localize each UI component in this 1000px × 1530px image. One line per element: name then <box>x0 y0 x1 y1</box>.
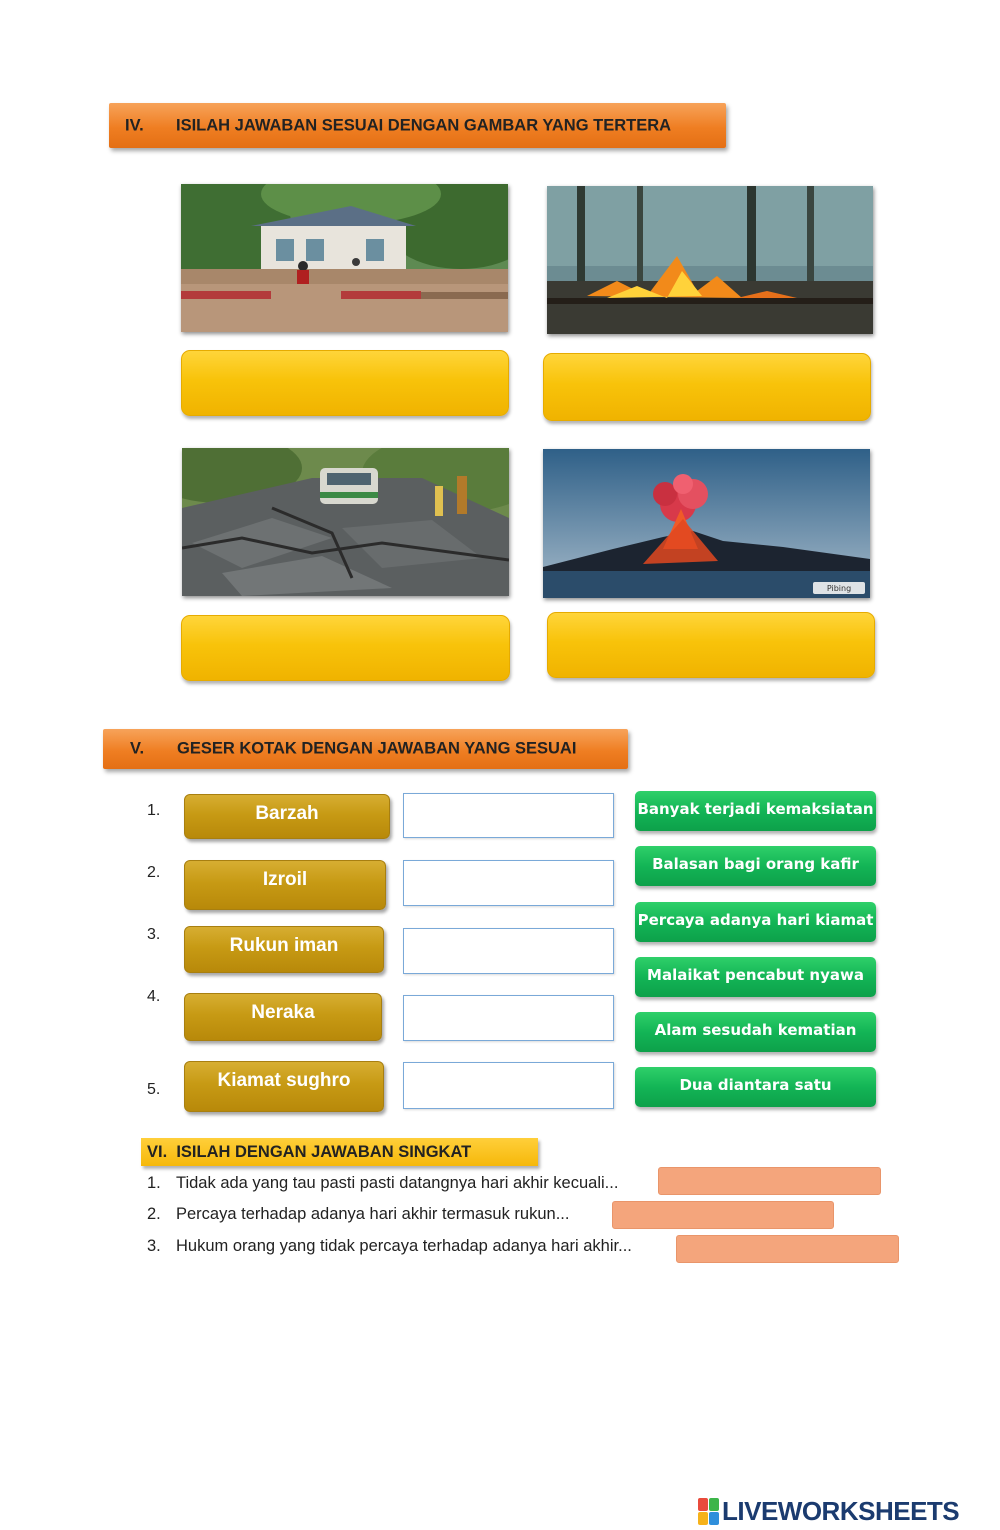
draggable-answer[interactable] <box>635 791 876 831</box>
drop-target-3[interactable] <box>403 928 614 974</box>
section-4-number: IV. <box>125 116 144 134</box>
term-label: Barzah <box>255 803 319 824</box>
section-6-title: VI. ISILAH DENGAN JAWABAN SINGKAT <box>147 1143 472 1161</box>
draggable-answer[interactable] <box>635 1067 876 1107</box>
answer-label: Malaikat pencabut nyawa <box>647 966 864 984</box>
question-text: Tidak ada yang tau pasti pasti datangnya hari akhir kecuali... <box>176 1174 619 1192</box>
drop-target-1[interactable] <box>403 793 614 838</box>
flood-photo <box>181 184 508 332</box>
answer-box-forest-fire[interactable] <box>543 353 871 421</box>
question-number: 1. <box>147 1174 161 1192</box>
drop-target-4[interactable] <box>403 995 614 1041</box>
answer-label: Banyak terjadi kemaksiatan <box>637 800 874 818</box>
section-4-banner <box>109 103 726 148</box>
term-rukun-iman <box>184 926 384 973</box>
item-number: 2. <box>147 864 161 881</box>
section-5-banner <box>103 729 628 769</box>
draggable-answer[interactable] <box>635 846 876 886</box>
term-neraka <box>184 993 382 1041</box>
term-label: Izroil <box>262 869 308 890</box>
question-number: 2. <box>147 1205 161 1223</box>
forest-fire-photo <box>547 186 873 334</box>
section-5-number: V. <box>130 739 145 758</box>
item-number: 4. <box>147 988 161 1005</box>
question-text: Hukum orang yang tidak percaya terhadap adanya hari akhir... <box>176 1237 632 1255</box>
short-answer-field-1[interactable] <box>658 1167 881 1195</box>
question-text: Percaya terhadap adanya hari akhir termasuk rukun... <box>176 1205 570 1223</box>
drop-target-2[interactable] <box>403 860 614 906</box>
draggable-answer[interactable] <box>635 1012 876 1052</box>
item-number: 5. <box>147 1081 161 1098</box>
answer-label: Balasan bagi orang kafir <box>652 855 859 873</box>
item-number: 3. <box>147 926 161 943</box>
answer-label: Alam sesudah kematian <box>654 1021 857 1039</box>
logo-text: LIVEWORKSHEETS <box>722 1495 960 1526</box>
section-6-banner <box>141 1138 538 1166</box>
draggable-answer[interactable] <box>635 902 876 942</box>
answer-box-flood[interactable] <box>181 350 509 416</box>
logo-mark-icon <box>698 1498 719 1525</box>
term-label: Neraka <box>251 1002 315 1023</box>
answer-label: Dua diantara satu <box>679 1076 832 1094</box>
answer-box-earthquake[interactable] <box>181 615 510 681</box>
short-answer-field-3[interactable] <box>676 1235 899 1263</box>
term-label: Rukun iman <box>229 935 339 956</box>
section-4-title: ISILAH JAWABAN SESUAI DENGAN GAMBAR YANG TERTERA <box>176 116 672 134</box>
image-watermark: Pibing <box>826 584 852 593</box>
volcano-eruption-photo <box>543 449 870 598</box>
term-izroil <box>184 860 386 910</box>
question-number: 3. <box>147 1237 161 1255</box>
term-barzah <box>184 794 390 839</box>
section-5-title: GESER KOTAK DENGAN JAWABAN YANG SESUAI <box>177 739 577 758</box>
earthquake-road-photo <box>182 448 509 596</box>
answer-label: Percaya adanya hari kiamat <box>637 911 874 929</box>
item-number: 1. <box>147 802 161 819</box>
draggable-answer[interactable] <box>635 957 876 997</box>
drop-target-5[interactable] <box>403 1062 614 1109</box>
term-kiamat-sughro <box>184 1061 384 1112</box>
answer-box-volcano[interactable] <box>547 612 875 678</box>
liveworksheets-logo <box>698 1497 959 1525</box>
term-label: Kiamat sughro <box>217 1070 351 1091</box>
short-answer-field-2[interactable] <box>612 1201 834 1229</box>
